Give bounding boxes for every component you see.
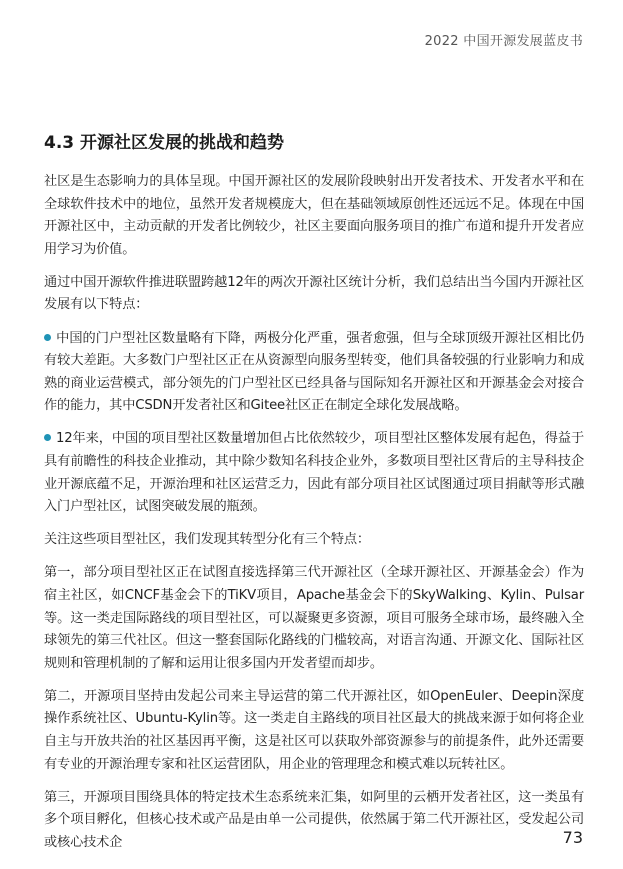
paragraph-intro: 社区是生态影响力的具体呈现。中国开源社区的发展阶段映射出开发者技术、开发者水平和在全球软件技术中的地位，虽然开发者规模庞大，但在基础领域原创性还远远不足。体现在中国开源社区中，主动贡献的开发者比例较少，社区主要面向服务项目的推广布道和提升开发者应用学习为价值。 [44,174,584,257]
paragraph-summary: 通过中国开源软件推进联盟跨越12年的两次开源社区统计分析，我们总结出当今国内开源社区发展有以下特点： [44,274,584,313]
page-number: 73 [562,828,583,847]
bullet-dot-icon [44,434,51,441]
body-content [44,171,584,865]
bullet-item-portal [44,328,584,418]
paragraph-transition: 关注这些项目型社区，我们发现其转型分化有三个特点： [44,532,370,548]
bullet-item-project [44,428,584,518]
running-header: 2022 中国开源发展蓝皮书 [424,34,583,49]
section-title: 4.3 开源社区发展的挑战和趋势 [44,133,285,153]
paragraph-first: 第一，部分项目型社区正在试图直接选择第三代开源社区（全球开源社区、开源基金会）作为宿主社区，如CNCF基金会下的TiKV项目，Apache基金会下的SkyWalking、Kylin、Pulsar等。这一类走国际路线的项目型社区，可以凝聚更多资源，项目可服务全球市场，最终融入全球领先的第三代社区。但这一整套国际化路线的门槛较高，对语言沟通、开源文化、国际社区规则和管理机制的了解和运用让很多国内开发者望而却步。 [44,565,584,671]
bullet-text: 中国的门户型社区数量略有下降，两极分化严重，强者愈强，但与全球顶级开源社区相比仍有较大差距。大多数门户型社区正在从资源型向服务型转变，他们具备较强的行业影响力和成熟的商业运营模式，部分领先的门户型社区已经具备与国际知名开源社区和开源基金会对接合作的能力，其中CSDN开发者社区和Gitee社区正在制定全球化发展战略。 [44,330,584,414]
paragraph-third: 第三，开源项目围绕具体的特定技术生态系统来汇集，如阿里的云栖开发者社区，这一类虽有多个项目孵化，但核心技术或产品是由单一公司提供，依然属于第二代开源社区，受发起公司或核心技术企 [44,789,584,850]
bullet-text: 12年来，中国的项目型社区数量增加但占比依然较少，项目型社区整体发展有起色，得益于具有前瞻性的科技企业推动，其中除少数知名科技企业外，多数项目型社区背后的主导科技企业开源底蕴不足，开源治理和社区运营乏力，因此有部分项目社区试图通过项目捐献等形式融入门户型社区，试图突破发展的瓶颈。 [44,431,584,515]
bullet-dot-icon [44,334,51,341]
paragraph-second: 第二，开源项目坚持由发起公司来主导运营的第二代开源社区，如OpenEuler、Deepin深度操作系统社区、Ubuntu-Kylin等。这一类走自主路线的项目社区最大的挑战来源于如何将企业自主与开放共治的社区基因再平衡，这是社区可以获取外部资源参与的前提条件，此外还需要有专业的开源治理专家和社区运营团队，用企业的管理理念和模式难以玩转社区。 [44,688,584,772]
